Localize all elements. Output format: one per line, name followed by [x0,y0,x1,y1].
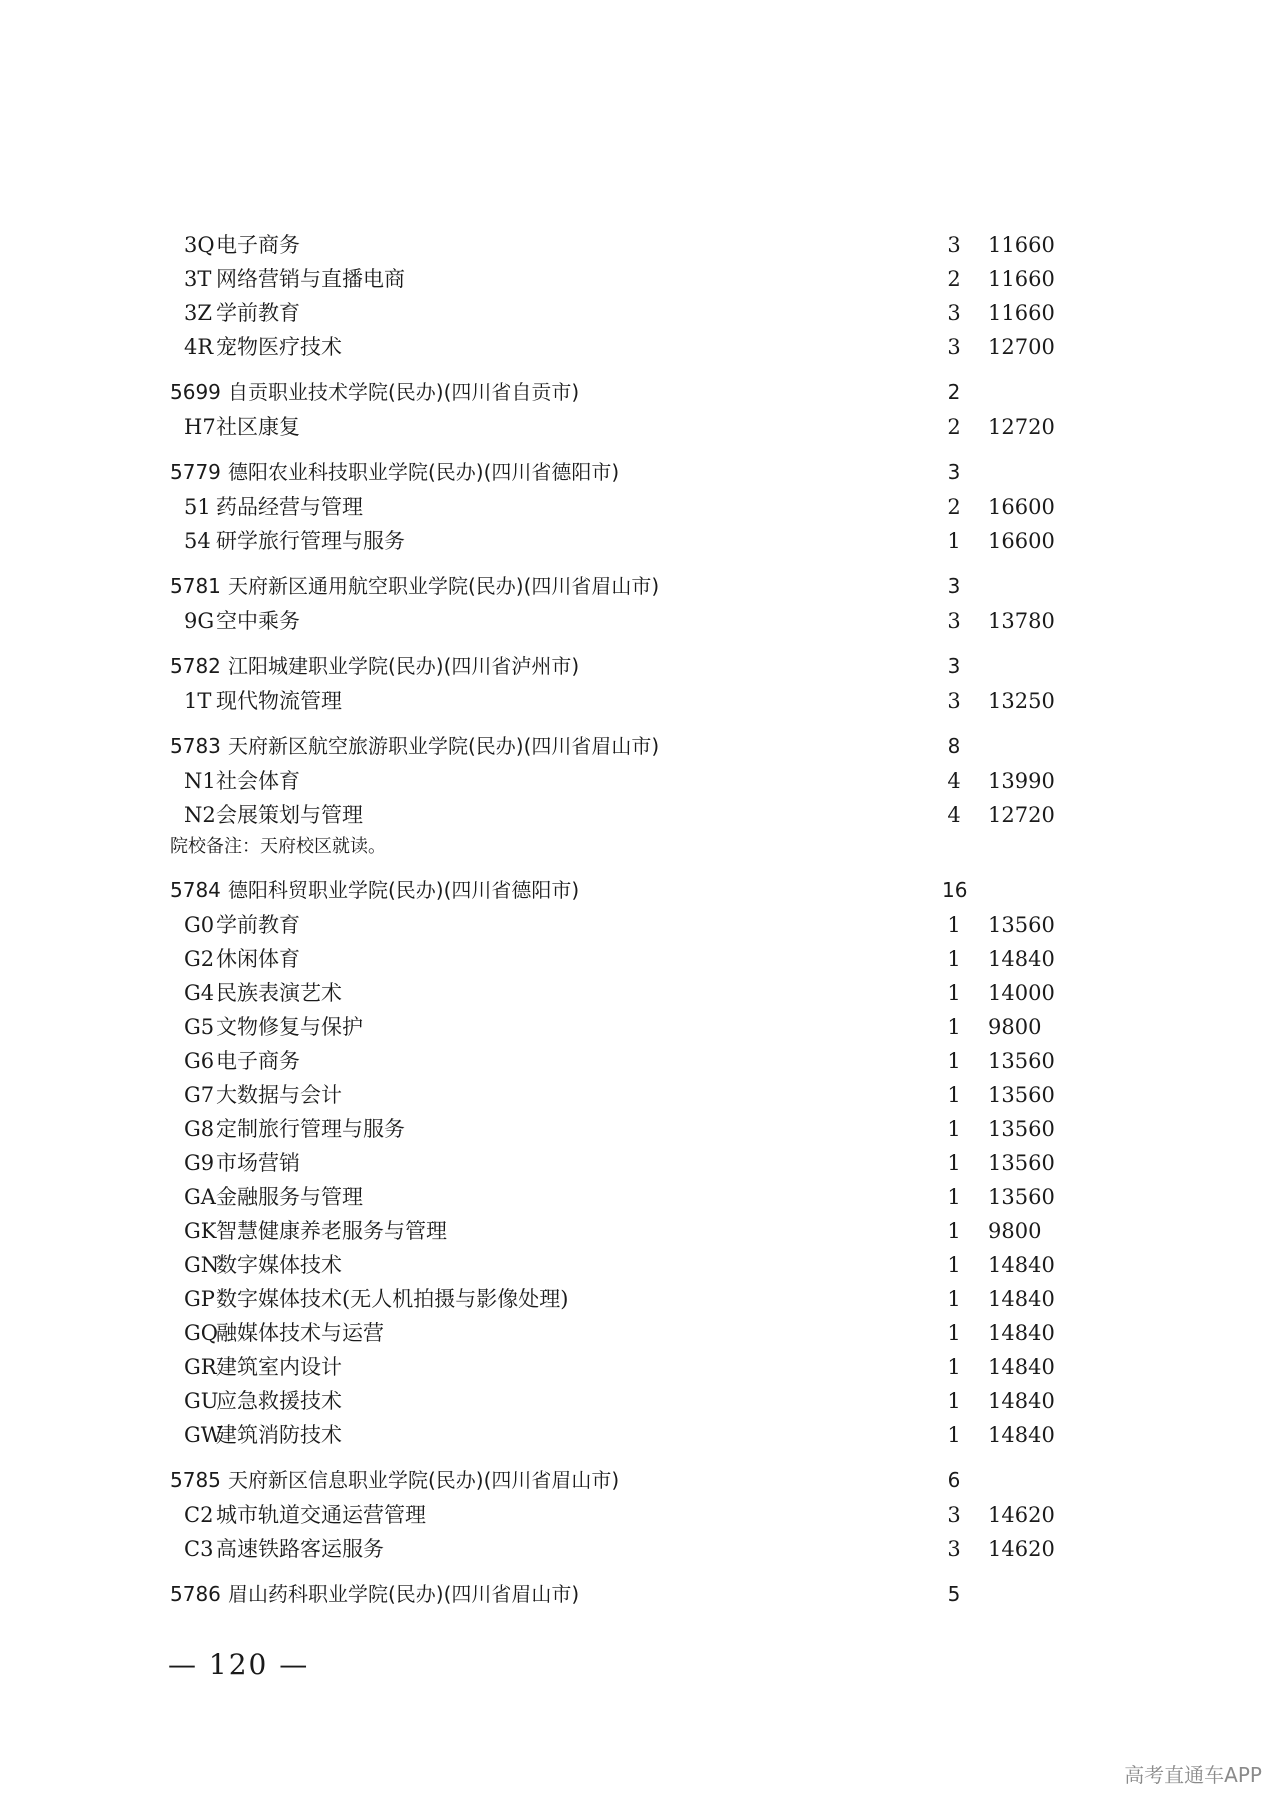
school-code: 5784 [170,878,221,902]
major-plan-count: 1 [947,913,961,937]
major-code: GU [184,1389,219,1413]
school-row [170,455,1070,490]
tuition-fee: 16600 [988,529,1055,553]
tuition-fee: 11660 [988,301,1055,325]
major-code: 9G [184,609,215,633]
major-row [170,1078,1070,1112]
major-name: 空中乘务 [216,609,300,633]
major-name: 会展策划与管理 [216,803,363,827]
major-code: GQ [184,1321,218,1345]
major-code: 54 [184,529,211,553]
major-row [170,942,1070,976]
major-name: 电子商务 [216,233,300,257]
school-plan-count: 3 [947,460,961,484]
tuition-fee: 16600 [988,495,1055,519]
major-code: 4R [184,335,214,359]
major-code: N1 [184,769,216,793]
school-row [170,569,1070,604]
tuition-fee: 14840 [988,1287,1055,1311]
major-name: 电子商务 [216,1049,300,1073]
school-note [170,832,1070,862]
major-name: 融媒体技术与运营 [216,1321,384,1345]
school-plan-count: 3 [947,654,961,678]
major-code: G5 [184,1015,215,1039]
major-row [170,410,1070,444]
major-row [170,1532,1070,1566]
major-code: G0 [184,913,215,937]
school-code: 5699 [170,380,221,404]
school-plan-count: 6 [947,1468,961,1492]
tuition-fee: 14620 [988,1503,1055,1527]
major-name: 社区康复 [216,415,300,439]
major-row [170,1282,1070,1316]
school-name: 江阳城建职业学院(民办)(四川省泸州市) [228,654,580,678]
major-plan-count: 4 [947,769,961,793]
major-name: 高速铁路客运服务 [216,1537,384,1561]
major-plan-count: 1 [947,981,961,1005]
major-row [170,604,1070,638]
school-note-label: 院校备注： [170,836,260,857]
major-plan-count: 3 [947,301,961,325]
school-name: 德阳农业科技职业学院(民办)(四川省德阳市) [228,460,620,484]
major-code: G9 [184,1151,215,1175]
major-row [170,1248,1070,1282]
major-plan-count: 4 [947,803,961,827]
tuition-fee: 13250 [988,689,1055,713]
major-code: G8 [184,1117,215,1141]
major-name: 药品经营与管理 [216,495,363,519]
major-row [170,490,1070,524]
page-number: — 120 — [168,1648,310,1681]
tuition-fee: 14840 [988,1253,1055,1277]
major-row [170,1350,1070,1384]
tuition-fee: 13990 [988,769,1055,793]
major-plan-count: 3 [947,1537,961,1561]
major-name: 文物修复与保护 [216,1015,363,1039]
tuition-fee: 14000 [988,981,1055,1005]
major-row [170,524,1070,558]
school-name: 德阳科贸职业学院(民办)(四川省德阳市) [228,878,580,902]
major-plan-count: 1 [947,1117,961,1141]
major-plan-count: 1 [947,1389,961,1413]
major-plan-count: 3 [947,609,961,633]
enrollment-listing [170,228,1070,1612]
major-code: GA [184,1185,216,1209]
major-plan-count: 1 [947,1185,961,1209]
tuition-fee: 12720 [988,415,1055,439]
school-plan-count: 3 [947,574,961,598]
major-code: 3Z [184,301,212,325]
major-plan-count: 2 [947,267,961,291]
school-row [170,729,1070,764]
school-name: 天府新区航空旅游职业学院(民办)(四川省眉山市) [228,734,660,758]
tuition-fee: 14840 [988,947,1055,971]
major-name: 建筑室内设计 [216,1355,342,1379]
major-code: C3 [184,1537,214,1561]
tuition-fee: 9800 [988,1219,1042,1243]
tuition-fee: 14840 [988,1321,1055,1345]
major-code: H7 [184,415,216,439]
school-code: 5786 [170,1582,221,1606]
major-plan-count: 2 [947,495,961,519]
tuition-fee: 11660 [988,267,1055,291]
major-row [170,1316,1070,1350]
major-code: GN [184,1253,220,1277]
major-plan-count: 1 [947,947,961,971]
tuition-fee: 14840 [988,1355,1055,1379]
major-plan-count: 1 [947,529,961,553]
major-name: 学前教育 [216,301,300,325]
major-code: N2 [184,803,216,827]
major-name: 金融服务与管理 [216,1185,363,1209]
major-name: 应急救援技术 [216,1389,342,1413]
major-name: 数字媒体技术(无人机拍摄与影像处理) [216,1287,569,1311]
major-row [170,798,1070,832]
school-row [170,375,1070,410]
school-row [170,873,1070,908]
tuition-fee: 13560 [988,1083,1055,1107]
major-row [170,908,1070,942]
major-name: 市场营销 [216,1151,300,1175]
major-plan-count: 3 [947,233,961,257]
major-name: 研学旅行管理与服务 [216,529,405,553]
major-code: GK [184,1219,217,1243]
major-name: 学前教育 [216,913,300,937]
major-plan-count: 1 [947,1321,961,1345]
tuition-fee: 13560 [988,1049,1055,1073]
major-row [170,1010,1070,1044]
watermark: 高考直通车APP [1124,1763,1262,1787]
school-code: 5781 [170,574,221,598]
school-plan-count: 16 [942,878,968,902]
school-note-text: 天府校区就读。 [260,836,386,857]
tuition-fee: 14840 [988,1389,1055,1413]
tuition-fee: 13560 [988,1151,1055,1175]
major-name: 宠物医疗技术 [216,335,342,359]
tuition-fee: 9800 [988,1015,1042,1039]
major-plan-count: 1 [947,1151,961,1175]
tuition-fee: 12720 [988,803,1055,827]
tuition-fee: 13560 [988,1185,1055,1209]
major-row [170,330,1070,364]
major-row [170,262,1070,296]
major-row [170,228,1070,262]
major-row [170,976,1070,1010]
major-name: 休闲体育 [216,947,300,971]
major-row [170,684,1070,718]
major-plan-count: 1 [947,1253,961,1277]
school-name: 眉山药科职业学院(民办)(四川省眉山市) [228,1582,580,1606]
school-plan-count: 2 [947,380,961,404]
school-plan-count: 8 [947,734,961,758]
major-plan-count: 3 [947,335,961,359]
major-name: 建筑消防技术 [216,1423,342,1447]
major-name: 大数据与会计 [216,1083,342,1107]
major-code: GP [184,1287,215,1311]
major-row [170,1146,1070,1180]
major-plan-count: 1 [947,1287,961,1311]
major-plan-count: 2 [947,415,961,439]
major-row [170,296,1070,330]
major-plan-count: 3 [947,1503,961,1527]
tuition-fee: 12700 [988,335,1055,359]
major-name: 定制旅行管理与服务 [216,1117,405,1141]
major-name: 城市轨道交通运营管理 [216,1503,426,1527]
major-name: 数字媒体技术 [216,1253,342,1277]
major-name: 民族表演艺术 [216,981,342,1005]
major-row [170,1112,1070,1146]
major-row [170,1498,1070,1532]
school-code: 5785 [170,1468,221,1492]
major-code: C2 [184,1503,214,1527]
major-row [170,1214,1070,1248]
school-row [170,1577,1070,1612]
major-row [170,764,1070,798]
major-code: GR [184,1355,217,1379]
major-plan-count: 1 [947,1083,961,1107]
major-code: G6 [184,1049,215,1073]
major-code: 3Q [184,233,215,257]
tuition-fee: 14840 [988,1423,1055,1447]
school-row [170,649,1070,684]
major-code: GW [184,1423,223,1447]
school-plan-count: 5 [947,1582,961,1606]
major-code: G7 [184,1083,215,1107]
major-code: G4 [184,981,215,1005]
school-code: 5779 [170,460,221,484]
school-code: 5782 [170,654,221,678]
major-name: 智慧健康养老服务与管理 [216,1219,447,1243]
major-row [170,1044,1070,1078]
major-code: 1T [184,689,212,713]
tuition-fee: 13780 [988,609,1055,633]
major-plan-count: 1 [947,1355,961,1379]
school-name: 天府新区通用航空职业学院(民办)(四川省眉山市) [228,574,660,598]
major-row [170,1180,1070,1214]
tuition-fee: 14620 [988,1537,1055,1561]
major-code: 3T [184,267,212,291]
major-code: G2 [184,947,215,971]
tuition-fee: 13560 [988,1117,1055,1141]
major-name: 社会体育 [216,769,300,793]
tuition-fee: 13560 [988,913,1055,937]
major-name: 现代物流管理 [216,689,342,713]
school-name: 天府新区信息职业学院(民办)(四川省眉山市) [228,1468,620,1492]
major-plan-count: 1 [947,1219,961,1243]
school-name: 自贡职业技术学院(民办)(四川省自贡市) [228,380,580,404]
tuition-fee: 11660 [988,233,1055,257]
school-row [170,1463,1070,1498]
major-plan-count: 3 [947,689,961,713]
major-row [170,1418,1070,1452]
major-plan-count: 1 [947,1049,961,1073]
school-code: 5783 [170,734,221,758]
major-code: 51 [184,495,211,519]
major-plan-count: 1 [947,1423,961,1447]
major-plan-count: 1 [947,1015,961,1039]
major-name: 网络营销与直播电商 [216,267,405,291]
major-row [170,1384,1070,1418]
